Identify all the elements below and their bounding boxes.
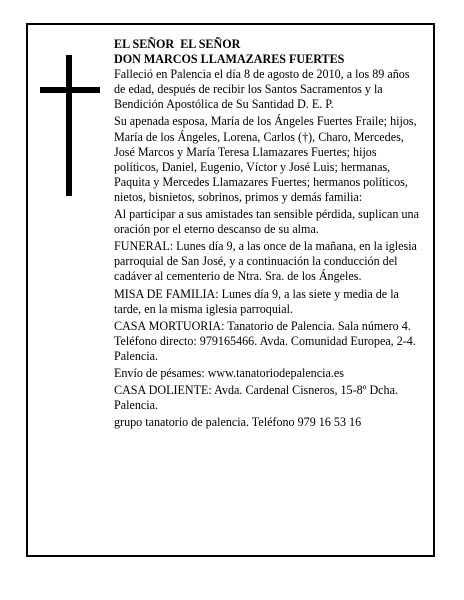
family-mass-details: MISA DE FAMILIA: Lunes día 9, a las siete y media de la tarde, en la misma iglesia parroquial. bbox=[114, 286, 399, 316]
obituary-text bbox=[114, 37, 420, 432]
cross-vertical-bar bbox=[66, 55, 72, 196]
death-announcement: Falleció en Palencia el día 8 de agosto de 2010, a los 89 años de edad, después de recibir los Santos Sacramentos y la Bendición Apostólica de Su Santidad D. E. P. bbox=[114, 67, 410, 112]
funeral-details: FUNERAL: Lunes día 9, a las once de la mañana, en la iglesia parroquial de San José, y a continuación la conducción del cadáver al cementerio de Ntra. Sra. de los Ángeles. bbox=[114, 239, 417, 284]
cross-icon bbox=[40, 55, 100, 196]
condolences-website: Envío de pésames: www.tanatoriodepalencia.es bbox=[114, 365, 344, 380]
funeral-group-phone: grupo tanatorio de palencia. Teléfono 979 16 53 16 bbox=[114, 415, 362, 430]
cross-horizontal-bar bbox=[40, 87, 100, 93]
family-list: Su apenada esposa, María de los Ángeles Fuertes Fraile; hijos, María de los Ángeles, Lorena, Carlos (†), Charo, Mercedes, José Marcos y María Teresa Llamazares Fuertes; hijos políticos, Daniel, Eugenio, Víctor y José Luis; hermanas, Paquita y Mercedes Llamazares Fuertes; hermanos políticos, nietos, bisnietos, sobrinos, primos y demás familia: bbox=[114, 114, 417, 204]
prayer-request: Al participar a sus amistades tan sensible pérdida, suplican una oración por el eterno descanso de su alma. bbox=[114, 207, 419, 237]
heading-line-1: EL SEÑOR EL SEÑOR bbox=[114, 37, 241, 51]
funeral-home-details: CASA MORTUORIA: Tanatorio de Palencia. Sala número 4. Teléfono directo: 979165466. Avda. Comunidad Europea, 2-4. Palencia. bbox=[114, 318, 416, 363]
family-home-address: CASA DOLIENTE: Avda. Cardenal Cisneros, 15-8º Dcha. Palencia. bbox=[114, 383, 398, 413]
deceased-name: DON MARCOS LLAMAZARES FUERTES bbox=[114, 52, 345, 67]
